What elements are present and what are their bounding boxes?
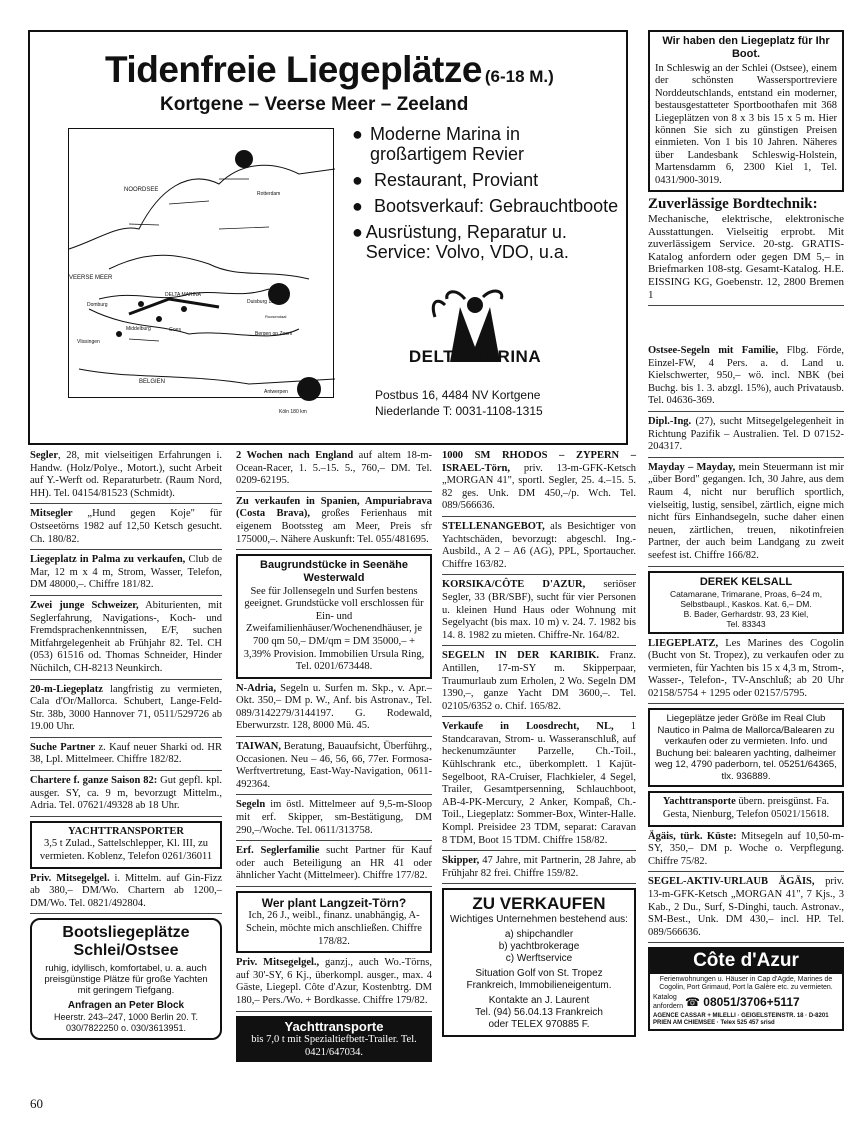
- liegeplatz-schlei-text: In Schleswig an der Schlei (Ostsee), einem der schönsten Wassersportreviere Norddeutschlands, entstand ein moderner, bestausgestatteter Sportboothafen mit 368 Liegeplätzen von 8 x 3 bis 15 x 5 m. Hier können Sie sich zu günstigen Preisen einmieten. Von 1 bis 10 Jahren. Näheres über Landesbank Schleswig-Holstein, Martensdamm 6, 2300 Kiel 1, Tel. 0431/900-3019.: [655, 63, 837, 186]
- ad-text: 1 Standcaravan, Strom- u. Wasseranschluß, auf heckenumzäunter Parzelle, Ch.-Toil., Kühlschrank etc., überkomplett. 1 Kajüt-Segelboot, RA-Cruiser, Flachkieler, 4 Segel, Trailer, Gesamtpersenning, Schlauchboot, AB-4-PK-Mercury, 2 Anker, Kompaß, Ch.-Toil., Liegeplatz: Sommer-Box, Winter-Halle. Kompl. Preisidee 23 TDM, separat: Caravan 8 TDM, Boot 15 TDM. Chiffre 158/82.: [442, 721, 636, 846]
- classified-ad: [30, 684, 222, 738]
- classified-ad: [30, 508, 222, 550]
- classified-ad: [648, 416, 844, 458]
- baugrundstuecke-text: See für Jollensegeln und Surfen bestens geeignet. Grundstücke voll erschlossen für Ein- und Zweifamilienhäuser/Wochenendhäuser, je 700 qm 50,– DM/qm = DM 35000,– + 3,39% Provision. Immobilien Ursula Ring, Tel. 0201/673448.: [243, 585, 425, 673]
- map-label-noordsee: NOORDSEE: [124, 187, 159, 193]
- mermaid-logo-icon: [375, 287, 575, 387]
- delta-marina-brand: DELTA MARINA: [408, 347, 542, 366]
- schlei-contact: Anfragen an Peter Block: [67, 1000, 185, 1012]
- schlei-text: ruhig, idyllisch, komfortabel, u. a. auch preisgünstige Plätze für große Yachten mit geringem Tiefgang.: [44, 963, 208, 997]
- ad-text: als Besichtiger von Yachtschäden, bevorzugt: abgeschl. Ing.-Ausbild., A 2 – A6 (AG), PPL, Sportaucher. Chiffre 163/82.: [442, 520, 636, 570]
- classified-ad: [236, 450, 432, 492]
- ad-text: Segeln u. Surfen m. Skp., v. Apr.–Okt. 350,– DM p. W., Anf. bis Astronav., Tel. 089/3142279/3144197. G. Rodewald, Eberwurzstr. 128, 8000 Mü. 45.: [236, 682, 432, 732]
- classified-ad: [648, 831, 844, 873]
- kelsall-title: DEREK KELSALL: [699, 575, 793, 588]
- zu-verkaufen-title: ZU VERKAUFEN: [472, 894, 606, 914]
- classified-ad: [30, 600, 222, 680]
- map-label-veerse-meer: VEERSE MEER: [69, 275, 113, 281]
- column-1: [30, 450, 222, 1040]
- page-number: 60: [30, 1096, 43, 1111]
- map-label-goes: Goes: [169, 327, 181, 333]
- hero-address: [375, 387, 543, 419]
- hero-subtitle: Kortgene – Veerse Meer – Zeeland: [160, 94, 469, 115]
- classified-ad: [648, 345, 844, 412]
- yachttransporter-text: 3,5 t Zulad., Sattelschlepper, Kl. III, zu vermieten. Koblenz, Telefon 0261/36011: [39, 838, 213, 863]
- ad-heading: Ostsee-Segeln mit Familie,: [648, 345, 779, 356]
- kelsall-line: Catamarane, Trimarane, Proas, 6–24 m,: [669, 588, 823, 599]
- hero-address-line: Postbus 16, 4484 NV Kortgene: [375, 388, 541, 402]
- column-4: [648, 345, 844, 1031]
- right-top-ads: [648, 30, 844, 306]
- ad-text: , 28, mit vielseitigen Erfahrungen i. Handw. (Holz/Polye., Motort.), sucht Arbeit auf Y.-Werft od. Reparaturbetr. (Raum Nord, HH). Tel. 04154/81523 (Schmidt).: [30, 450, 222, 499]
- ad-text: seriöser Segler, 33 (BR/SBF), sucht für vier Personen u. kleinen Hund Haus oder Wohnung mit Segelyacht (bis max. 10 m) v. 24. 7. 1982 bis 14. 8. 1982 zu mieten. Chiffre-Nr. 164/82.: [442, 579, 636, 641]
- gesta-text: übern. preisgünst. Fa. Gesta, Nienburg, Telefon 05021/15618.: [662, 796, 830, 821]
- classified-ad: [442, 855, 636, 884]
- classified-ad: [648, 462, 844, 567]
- map-label-roosendaal: Roosendaal: [265, 314, 287, 319]
- ad-heading: 2 Wochen nach England: [236, 450, 354, 461]
- column-2: [236, 450, 432, 1062]
- gesta-heading: Yachttransporte: [662, 796, 736, 808]
- ad-text: Gut gepfl. kpl. ausger. SY, ca. 9 m, bevorzugt Mittelm., Adria. Tel. 07621/49328 ab 18 Uhr.: [30, 775, 222, 812]
- langzeit-toern-ad: [236, 891, 432, 953]
- ad-heading: Zu verkaufen in Spanien, Ampuriabrava (Costa Brava),: [236, 495, 432, 520]
- hero-bullet-text: Bootsverkauf: Gebrauchtboote: [374, 196, 619, 216]
- schlei-address: Heerstr. 243–247, 1000 Berlin 20. T. 030/7822250 o. 030/3613951.: [54, 1012, 198, 1034]
- kelsall-line: B. Bader, Gerhardstr. 93, 23 Kiel,: [683, 608, 809, 619]
- classified-ad: [442, 579, 636, 646]
- kelsall-ad: [648, 571, 844, 634]
- hero-title: [105, 48, 554, 92]
- cote-dazur-text: Ferienwohnungen u. Häuser in Cap d'Agde, Marines de Cogolin, Port Grimaud, Port la Galère etc. zu vermieten.: [659, 976, 833, 992]
- cote-dazur-ad: [648, 947, 844, 1031]
- map-label-middelburg: Middelburg: [126, 326, 151, 332]
- map-label-bergen-op-zoom: Bergen op Zoom: [255, 331, 293, 337]
- classified-ad: [236, 845, 432, 887]
- ad-text: Club de Mar, 12 m x 4 m, Strom, Wasser, Telefon, DM 48000,–. Chiffre 181/82.: [30, 554, 222, 591]
- ad-heading: Erf. Seglerfamilie: [236, 845, 320, 857]
- ad-text: Franz. Antillen, 17-m-SY m. Skipperpaar, Traumurlaub zum Erholen, 2 Wo. Segeln DM 1390,–, ganze Yacht DM 3600,–. Tel. 02105/6352 o. Chif. 165/82.: [442, 650, 636, 712]
- zu-verkaufen-item: a) shipchandler: [504, 929, 574, 941]
- map-label-antwerpen: Antwerpen: [264, 389, 288, 395]
- ad-heading: LIEGEPLATZ,: [648, 637, 719, 649]
- map-label-vlissingen: Vlissingen: [77, 339, 100, 345]
- ad-text: priv. 13-m-GFK-Ketsch „MORGAN 41", sportl. Segler, 25. 4.–15. 5. 82 ges. Unk. DM 450,–/p. Wch. Tel. 089/566636.: [442, 462, 636, 512]
- hero-bullet: ● Restaurant, Proviant: [352, 170, 539, 190]
- map-label-belgien: BELGIEN: [139, 379, 166, 385]
- ad-heading: Priv. Mitsegelgel.,: [236, 957, 320, 969]
- classified-ad: [236, 799, 432, 841]
- ad-heading: Mayday – Mayday,: [648, 461, 736, 473]
- map-label-rotterdam: Rotterdam: [257, 191, 281, 197]
- hero-bullet-text: Restaurant, Proviant: [374, 170, 539, 190]
- ad-heading: SEGELN IN DER KARIBIK.: [442, 650, 600, 662]
- schlei-liegeplaetze-ad: [30, 918, 222, 1040]
- classified-ad: [648, 876, 844, 943]
- zu-verkaufen-item: b) yachtbrokerage: [498, 941, 580, 953]
- classified-ad: [30, 450, 222, 504]
- ad-text: ganzj., auch Wo.-Törns, auf 30'-SY, 6 Kj., überkompl. ausger., max. 4 Gäste, Liegepl. Côte d'Azur, Kostenbtrg. DM 180,– Pers./Wo. + Bordkasse. Chiffre 179/82.: [236, 957, 432, 1006]
- hero-title-text: Tidenfreie Liegeplätze: [105, 49, 482, 90]
- baugrundstuecke-ad: [236, 554, 432, 679]
- ad-heading: Verkaufe in Loosdrecht, NL,: [442, 721, 614, 733]
- hero-bullet-text: Moderne Marina in großartigem Revier: [369, 124, 524, 164]
- liegeplatz-schlei-ad: [648, 30, 844, 192]
- ad-heading: Dipl.-Ing.: [648, 415, 692, 427]
- classified-ad: [236, 496, 432, 550]
- schlei-title: Schlei/Ostsee: [73, 942, 179, 960]
- cote-dazur-address: AGENCE CASSAR + MILELLI · GEIGELSTEINSTR. 18 · D-8201 PRIEN AM CHIEMSEE · Telex 525 457 srisd: [653, 1012, 829, 1026]
- yachttransporte-text: bis 7,0 t mit Spezialtiefbett-Trailer. Tel. 0421/647034.: [251, 1034, 417, 1058]
- classified-ad: [648, 638, 844, 705]
- ad-text: Mitsegeln auf 10,50-m-SY, 350,– DM p. Woche o. Verpflegung. Chiffre 75/82.: [648, 830, 845, 867]
- ad-text: Les Marines des Cogolin (Bucht von St. Tropez), zu verkaufen oder zu vermieten, für Yachten bis 15 x 4,3 m, Strom-, Wasser-, Telefon-, TV-Anschluß; ab 20 Uhr 02158/5754 + 1295 oder 02157/5795.: [648, 637, 844, 699]
- hero-bullet: ● Moderne Marina in großartigem Revier: [352, 124, 622, 164]
- region-map: [68, 128, 334, 415]
- ad-heading: Zwei junge Schweizer,: [30, 599, 139, 611]
- hero-bullet-text: Ausrüstung, Reparatur u. Service: Volvo, VDO, u.a.: [365, 222, 569, 262]
- yachttransporter-ad: [30, 821, 222, 869]
- ad-heading: Mitsegler: [30, 508, 73, 520]
- classified-ad: [236, 741, 432, 795]
- ad-text: auf altem 18-m-Ocean-Racer, 1. 5.–15. 5., 760,– DM. Tel. 0209-62195.: [236, 450, 432, 487]
- map-label-koln: Köln 180 km: [279, 409, 307, 415]
- langzeit-toern-title: Wer plant Langzeit-Törn?: [261, 896, 407, 910]
- classified-ad: [30, 742, 222, 771]
- ad-text: (27), sucht Mitsegelgelegenheit in Richtung Pazifik – Australien. Tel. D 07152-204317.: [648, 415, 844, 453]
- ad-heading: STELLENANGEBOT,: [442, 520, 545, 532]
- gesta-ad: [648, 791, 844, 826]
- map-label-duisburg: Duisburg 130 km: [247, 299, 285, 305]
- ad-text: 47 Jahre, mit Partnerin, 28 Jahre, ab Frühjahr 82 frei. Chiffre 159/82.: [442, 855, 636, 879]
- bordtechnik-ad: [648, 196, 844, 306]
- ad-heading: Liegeplatz in Palma zu verkaufen,: [30, 554, 186, 566]
- hero-bullet: ● Bootsverkauf: Gebrauchtboote: [352, 196, 619, 216]
- map-svg: [69, 129, 335, 399]
- classified-ad: [442, 721, 636, 851]
- zu-verkaufen-contact: Kontakte an J. Laurent: [488, 995, 590, 1007]
- baugrundstuecke-title: Baugrundstücke in Seenähe Westerwald: [260, 559, 408, 585]
- zu-verkaufen-tel: Tel. (94) 56.04.13 Frankreich: [475, 1007, 603, 1019]
- hero-bullets: [352, 124, 622, 262]
- yachttransporte-ad: [236, 1016, 432, 1063]
- cote-dazur-phone: ☎ 08051/3706+5117: [685, 995, 800, 1010]
- ad-heading: Segeln: [236, 799, 266, 811]
- ad-heading: Ägäis, türk. Küste:: [648, 830, 737, 842]
- classified-ad: [30, 554, 222, 596]
- classified-ad: [30, 775, 222, 817]
- yachttransporter-title: YACHTTRANSPORTER: [68, 825, 184, 837]
- map-label-domburg: Domburg: [87, 302, 108, 308]
- ad-text: priv. 13-m-GFK-Ketsch „MORGAN 41", 7 Kjs., 3 Kab., 2 Du., Surf, S-Dinghi, tauch. Astronav., SM-Best., Unk. DM 430,– incl. HP. Tel. 089/566636.: [648, 876, 845, 938]
- ad-heading: Segler: [30, 450, 58, 461]
- zu-verkaufen-text: Situation Golf von St. Tropez Frankreich, Immobilieneigentum.: [466, 968, 612, 992]
- bordtechnik-text: Mechanische, elektrische, elektronische Ausstattungen. Vielseitig erprobt. Mit zuverlässigem Service. 20-stg. GRATIS-Katalog anfordern oder gegen DM 5,– in Briefmarken 108-stg. Gesamt-Katalog. H.E. EISSING KG, Goebenstr. 12, 2800 Bremen 1: [648, 213, 844, 301]
- hero-bullet: ● Ausrüstung, Reparatur u. Service: Volvo, VDO, u.a.: [352, 222, 622, 262]
- classified-ad: [30, 873, 222, 915]
- palma-ad: [648, 708, 844, 787]
- ad-heading: KORSIKA/CÔTE D'AZUR,: [442, 579, 586, 591]
- langzeit-toern-text: Ich, 26 J., weibl., finanz. unabhängig, A-Schein, möchte mich anschließen. Chiffre 178/82.: [246, 910, 422, 947]
- ad-text: mein Steuermann ist mir „über Bord" gegangen. Ich, 30 Jahre, aus dem Raum 4, nicht nur beruflich sportlich, vielseitig, lustig, sensibel, zärtlich, eigne mich nicht fürs Einhandsegeln, suche daher einen neuen, zärtlichen, treuen, nikotinfreien Partner, der auch beim Landgang zu zweit seefest ist. Chiffre 166/82.: [648, 461, 844, 561]
- ad-heading: N-Adria,: [236, 682, 276, 694]
- column-3: [442, 450, 636, 1037]
- ad-text: sucht Partner für Kauf oder auch Beteiligung an HR 41 oder ähnlicher Yacht (Mittelmeer). Chiffre 177/82.: [236, 845, 432, 882]
- ad-text: „Hund gegen Koje" für Ostseetörns 1982 auf 12,50 Ketsch gesucht. Ch. 180/82.: [30, 508, 222, 545]
- yachttransporte-title: Yachttransporte: [284, 1018, 384, 1034]
- classified-ad: [442, 521, 636, 575]
- ad-text: Abiturienten, mit Seglerfahrung, Navigations-, Koch- und Fremdsprachenkenntnissen, E/F, suchen Mitfahrgelegenheit ab Frühjahr 82. Tel. CH (053) 61516 od. Thomas Schneider, Hinder Nüchilch, CH-8213 Neunkirch.: [30, 599, 222, 674]
- ad-heading: Skipper,: [442, 855, 480, 867]
- ad-heading: Priv. Mitsegelgel.: [30, 872, 110, 884]
- ad-text: Flbg. Förde, Einzel-FW, 4 Pers. a. d. Land u. Kielschwerter, 950,– wö. incl. NBK (bei Buchg. bis 1. 3. abzgl. 15%), auch Privatausb. Tel. 04636-369.: [648, 345, 844, 407]
- hero-address-line: Niederlande T: 0031-1108-1315: [375, 404, 543, 418]
- zu-verkaufen-ad: [442, 888, 636, 1037]
- palma-text: Liegeplätze jeder Größe im Real Club Nautico in Palma de Mallorca/Balearen zu verkaufen oder zu vermieten. Info. und Buchung bei: balearen yachting, dalheimer weg 12, 4790 paderborn, tel. 05251/64365, tlx. 936889.: [655, 713, 837, 782]
- classified-ad: [442, 650, 636, 717]
- kelsall-line: Selbstbaupl., Kaskos. Kat. 6,– DM.: [680, 598, 812, 609]
- ad-text: langfristig zu vermieten, Cala d'Or/Mallorca. Schubert, Lange-Feld-Str. 38b, 3000 Hannover 71, 0511/529726 ab 19.00 Uhr.: [30, 683, 222, 733]
- classified-ad: [236, 683, 432, 737]
- classified-ad: [236, 957, 432, 1011]
- classified-ad: [442, 450, 636, 517]
- ad-text: im östl. Mittelmeer auf 9,5-m-Sloop mit erf. Skipper, sm-Bestätigung, DM 290,–/Woche. Tel. 0611/313758.: [236, 799, 432, 836]
- delta-marina-logo: [375, 287, 575, 387]
- cote-dazur-title: Côte d'Azur: [650, 949, 842, 974]
- ad-heading: SEGEL-AKTIV-URLAUB ÄGÄIS,: [648, 876, 815, 888]
- hero-title-size: (6-18 M.): [484, 67, 554, 86]
- hero-ad: [28, 30, 628, 445]
- liegeplatz-schlei-title: Wir haben den Liegeplatz für Ihr Boot.: [662, 35, 830, 60]
- ad-text: großes Ferienhaus mit eigenem Bootssteg am Meer, Preis sfr 175000,–. Nähere Auskunft: Tel. 055/481695.: [236, 508, 432, 545]
- cote-dazur-catalog: Katalog anfordern: [653, 994, 683, 1010]
- ad-text: i. Mittelm. auf Gin-Fizz ab 380,– DM/Wo. Chartern ab 1200,– DM/Wo. Tel. 0821/492804.: [30, 872, 223, 909]
- map-label-delta-marina: DELTA MARINA: [165, 292, 201, 298]
- ad-text: Beratung, Bauaufsicht, Überführg., Occasionen. Neu – 46, 56, 66, 77er. Formosa-Werftvertretung, East-Way-Navigation, 0611-492364.: [236, 741, 432, 790]
- kelsall-line: Tel. 83343: [726, 618, 766, 629]
- ad-heading: TAIWAN,: [236, 741, 282, 753]
- ad-heading: 20-m-Liegeplatz: [30, 683, 103, 695]
- zu-verkaufen-telex: oder TELEX 970885 F.: [488, 1019, 590, 1031]
- ad-heading: Suche Partner: [30, 741, 96, 753]
- zu-verkaufen-item: c) Werftservice: [505, 953, 573, 965]
- schlei-title: Bootsliegeplätze: [62, 924, 190, 942]
- ad-heading: 1000 SM RHODOS – ZYPERN – ISRAEL-Törn,: [442, 450, 636, 474]
- ad-text: z. Kauf neuer Sharki od. HR 38, Lpl. Mittelmeer. Chiffre 182/82.: [30, 741, 222, 766]
- bordtechnik-title: Zuverlässige Bordtechnik:: [648, 196, 818, 213]
- ad-heading: Chartere f. ganze Saison 82:: [30, 775, 158, 787]
- zu-verkaufen-sub: Wichtiges Unternehmen bestehend aus:: [450, 914, 628, 926]
